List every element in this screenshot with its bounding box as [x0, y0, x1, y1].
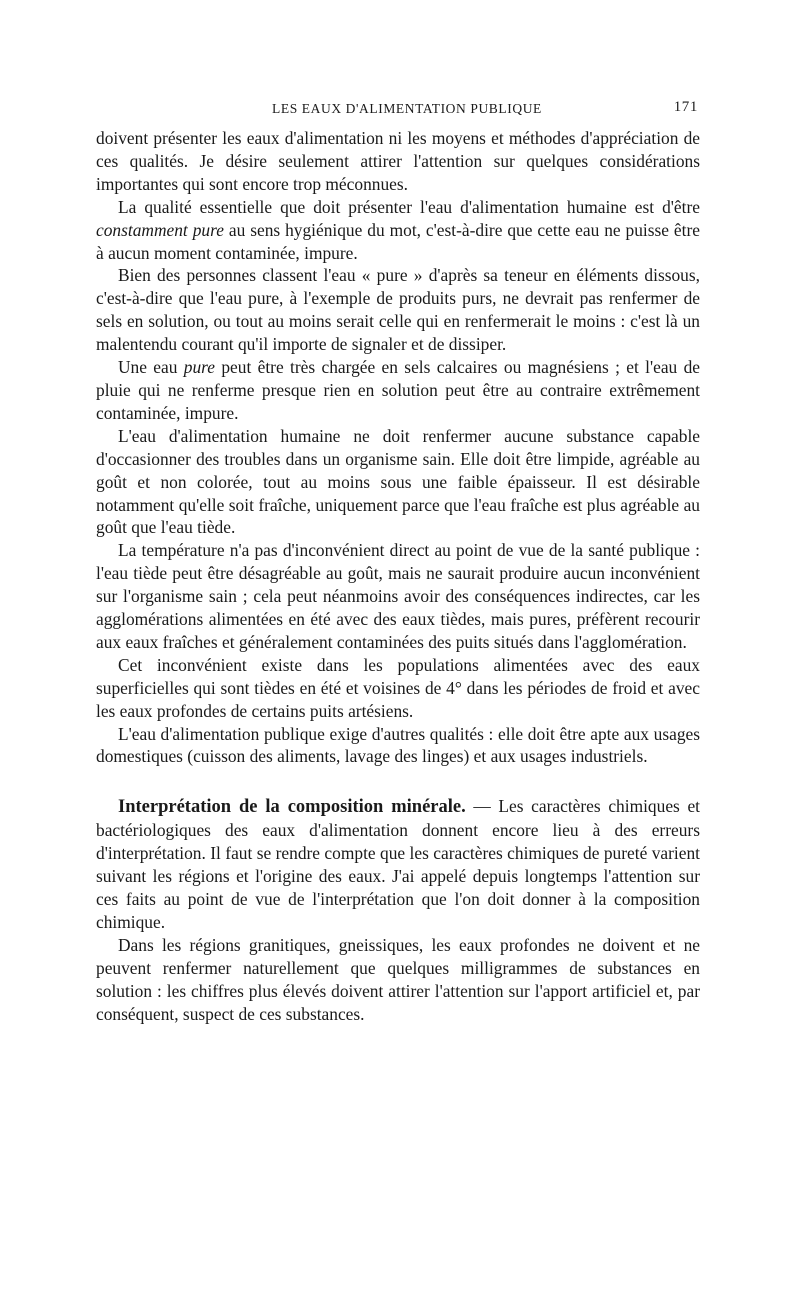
paragraph-4: [96, 356, 700, 425]
section-heading: Interprétation de la composition minérale.: [118, 797, 466, 818]
last-paragraph: [96, 934, 700, 1026]
section-spacer: [96, 768, 700, 795]
running-title: LES EAUX D'ALIMENTATION PUBLIQUE: [272, 101, 542, 116]
paragraph-7: [96, 654, 700, 723]
paragraph-6: [96, 539, 700, 654]
paragraph-text: doivent présenter les eaux d'alimentation ni les moyens et méthodes d'appréciation de ces qualités. Je désire seulement attirer l'attention sur quelques considérations importantes qui sont encore trop méconnues.: [96, 128, 700, 194]
paragraph-text: La température n'a pas d'inconvénient direct au point de vue de la santé publique : l'eau tiède peut être désagréable au goût, mais ne saurait produire aucun inconvénient sur l'organisme sain ; cela peut néanmoins avoir des conséquences indirectes, car les agglomérations alimentées en été avec des eaux tièdes, mais pures, préfèrent recourir aux eaux fraîches et généralement contaminées des puits situés dans l'agglomération.: [96, 540, 700, 652]
paragraph-text: L'eau d'alimentation humaine ne doit renfermer aucune substance capable d'occasionner des troubles dans un organisme sain. Elle doit être limpide, agréable au goût et non colorée, tout au moins sous une faible épaisseur. Il est désirable notamment qu'elle soit fraîche, uniquement parce que l'eau fraîche est plus agréable au goût que l'eau tiède.: [96, 425, 700, 538]
paragraph-5: [96, 425, 700, 540]
paragraph-text: peut être très chargée en sels calcaires ou magnésiens ; et l'eau de pluie qui ne renferme presque rien en solution peut être au contraire extrêmement contaminée, impure.: [96, 357, 700, 423]
paragraph-text: Dans les régions granitiques, gneissiques, les eaux profondes ne doivent et ne peuvent renfermer naturellement que quelques milligrammes de substances en solution : les chiffres plus élevés doivent attirer l'attention sur l'apport artificiel et, par conséquent, suspect de ces substances.: [96, 934, 700, 1024]
section-paragraph: [96, 795, 700, 933]
paragraph-3: [96, 264, 700, 356]
running-header: [96, 96, 700, 118]
page-number: 171: [673, 99, 698, 115]
paragraph-2: [96, 196, 700, 265]
paragraph-text: Une eau: [118, 357, 184, 378]
paragraph-text: L'eau d'alimentation publique exige d'autres qualités : elle doit être apte aux usages domestiques (cuisson des aliments, lavage des linges) et aux usages industriels.: [96, 723, 700, 767]
book-page: [96, 96, 700, 1025]
paragraph-text: La qualité essentielle que doit présenter l'eau d'alimentation humaine est d'être: [118, 196, 700, 217]
emphasis-text: constamment pure: [96, 219, 224, 240]
paragraph-text: — Les caractères chimiques et bactériologiques des eaux d'alimentation donnent encore lieu à des erreurs d'interprétation. Il faut se rendre compte que les caractères chimiques de pureté varient suivant les régions et l'origine des eaux. J'ai appelé depuis longtemps l'attention sur ces faits au point de vue de l'interprétation que l'on doit donner à la composition chimique.: [96, 796, 701, 932]
paragraph-text: Cet inconvénient existe dans les populations alimentées avec des eaux superficielles qui sont tièdes en été et voisines de 4° dans les périodes de froid et avec les eaux profondes de certains puits artésiens.: [96, 654, 700, 721]
paragraph-1: [96, 127, 700, 196]
paragraph-8: [96, 723, 700, 769]
emphasis-text: pure: [183, 357, 216, 378]
paragraph-text: Bien des personnes classent l'eau « pure » d'après sa teneur en éléments dissous, c'est-à-dire que l'eau pure, à l'exemple de produits purs, ne devrait pas renfermer de sels en solution, ou tout au moins serait celle qui en renfermerait le moins : c'est là un malentendu courant qu'il importe de signaler et de dissiper.: [96, 265, 700, 355]
paragraph-text: au sens hygiénique du mot, c'est-à-dire que cette eau ne puisse être à aucun moment contaminée, impure.: [96, 219, 700, 263]
